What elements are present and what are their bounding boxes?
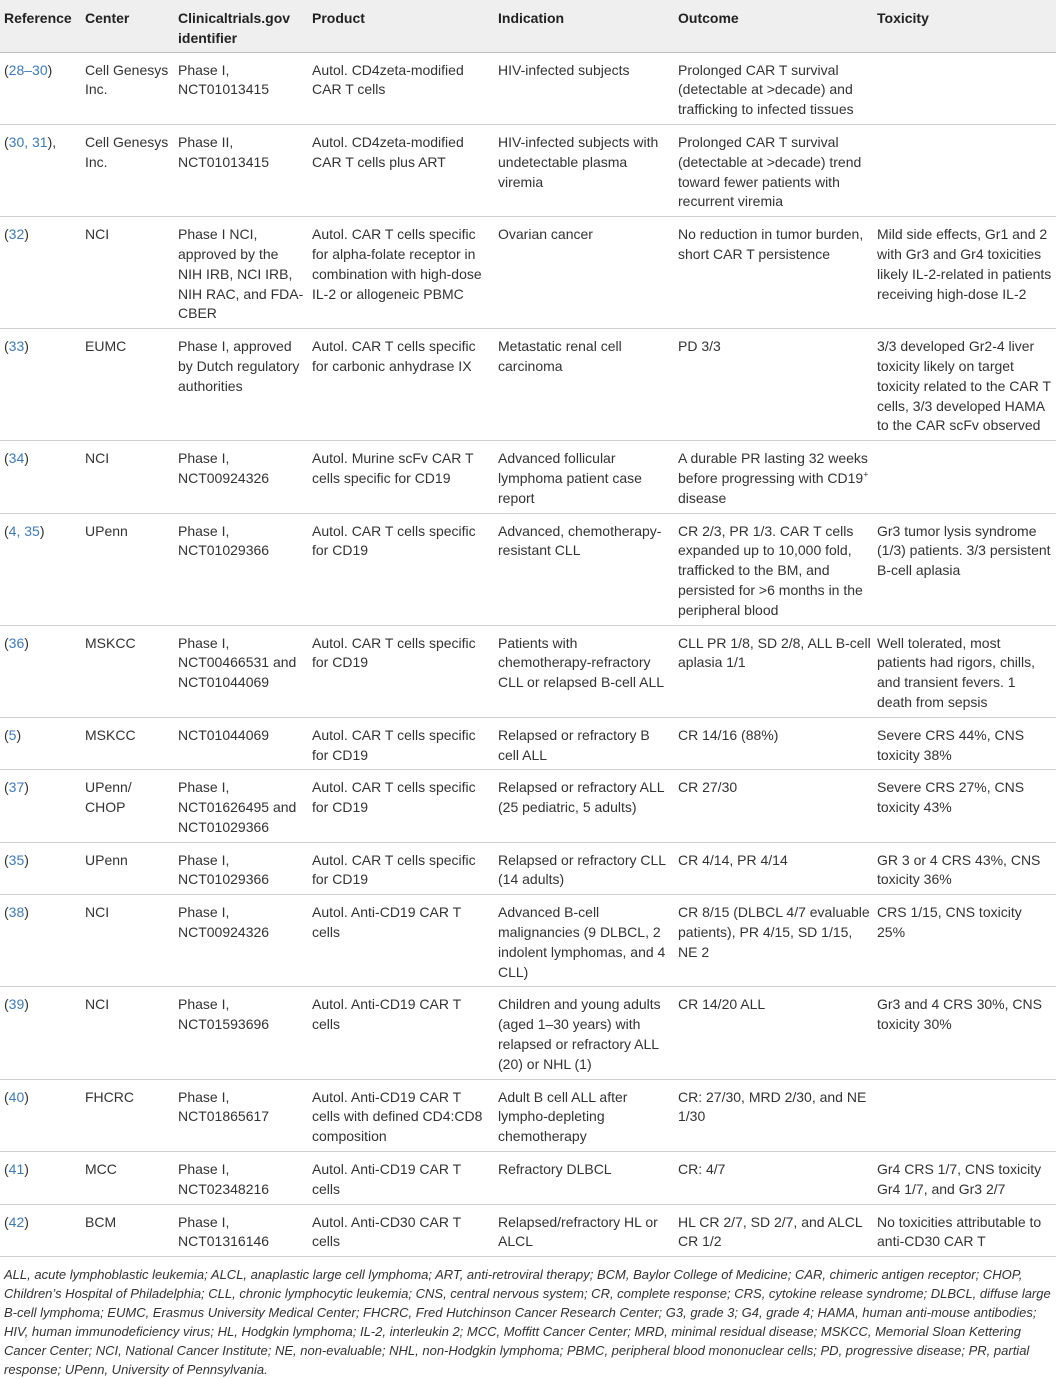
cell-reference [0,441,82,513]
header-indication: Indication [495,0,675,52]
reference-close-paren: ) [47,61,53,78]
cell-indication: Adult B cell ALL after lympho-depleting chemotherapy [495,1079,675,1151]
reference-close-paren: ) [24,1161,29,1178]
reference-link[interactable]: 34 [8,450,25,467]
reference-open-paren: ( [4,450,9,467]
cell-product: Autol. Anti-CD19 CAR T cells [309,987,495,1079]
reference-open-paren: ( [4,522,9,539]
cell-identifier: Phase I, NCT00924326 [175,895,309,987]
reference-link[interactable]: 39 [8,996,25,1013]
table-row [0,513,1056,625]
cell-toxicity [874,52,1056,124]
cell-indication: Patients with chemotherapy-refractory CLL or relapsed B-cell ALL [495,625,675,717]
cell-center: NCI [82,441,175,513]
outcome-text: A durable PR lasting 32 weeks before progressing with CD19 [678,450,868,486]
reference-link[interactable]: 41 [8,1161,25,1178]
cell-identifier: Phase I, NCT02348216 [175,1152,309,1205]
cell-identifier: Phase I, NCT01593696 [175,987,309,1079]
cell-reference [0,329,82,441]
header-identifier: Clinicaltrials.gov identifier [175,0,309,52]
cell-reference [0,770,82,842]
cell-outcome: Prolonged CAR T survival (detectable at >decade) trend toward fewer patients with recurrent viremia [675,124,874,216]
cell-toxicity: Gr3 tumor lysis syndrome (1/3) patients. 3/3 persistent B-cell aplasia [874,513,1056,625]
reference-link[interactable]: 28–30 [8,61,48,78]
table-row [0,842,1056,895]
table-body [0,52,1056,1257]
cell-identifier: Phase I, NCT01316146 [175,1204,309,1257]
reference-open-paren: ( [4,1161,9,1178]
reference-close-paren: ) [24,904,29,921]
cell-product: Autol. Murine scFv CAR T cells specific for CD19 [309,441,495,513]
cell-toxicity: Gr3 and 4 CRS 30%, CNS toxicity 30% [874,987,1056,1079]
cell-center: FHCRC [82,1079,175,1151]
cell-reference [0,1079,82,1151]
table-row [0,987,1056,1079]
cell-indication: Advanced follicular lymphoma patient case report [495,441,675,513]
cell-identifier: Phase II, NCT01013415 [175,124,309,216]
cell-identifier: Phase I, NCT00466531 and NCT01044069 [175,625,309,717]
cell-toxicity [874,441,1056,513]
table-row [0,52,1056,124]
table-row [0,124,1056,216]
cell-product: Autol. CAR T cells specific for CD19 [309,513,495,625]
cell-center: UPenn/ CHOP [82,770,175,842]
cell-toxicity: Severe CRS 44%, CNS toxicity 38% [874,717,1056,770]
cell-product: Autol. CAR T cells specific for alpha-folate receptor in combination with high-dose IL-2 or allogeneic PBMC [309,217,495,329]
reference-close-paren: ) [16,726,22,743]
cell-reference [0,717,82,770]
cell-toxicity: Well tolerated, most patients had rigors, chills, and transient fevers. 1 death from sepsis [874,625,1056,717]
cell-indication: Refractory DLBCL [495,1152,675,1205]
cell-indication: Children and young adults (aged 1–30 years) with relapsed or refractory ALL (20) or NHL (1) [495,987,675,1079]
reference-close-paren: ), [47,133,57,150]
reference-link[interactable]: 35 [8,851,25,868]
cell-indication: HIV-infected subjects [495,52,675,124]
cell-center: EUMC [82,329,175,441]
cell-outcome: CLL PR 1/8, SD 2/8, ALL B-cell aplasia 1/1 [675,625,874,717]
reference-close-paren: ) [24,851,29,868]
cell-toxicity: GR 3 or 4 CRS 43%, CNS toxicity 36% [874,842,1056,895]
cell-toxicity: No toxicities attributable to anti-CD30 CAR T [874,1204,1056,1257]
reference-link[interactable]: 4, 35 [8,522,40,539]
cell-center: UPenn [82,842,175,895]
cell-center: MCC [82,1152,175,1205]
cell-identifier: NCT01044069 [175,717,309,770]
reference-open-paren: ( [4,779,9,796]
reference-open-paren: ( [4,133,9,150]
reference-open-paren: ( [4,338,9,355]
reference-close-paren: ) [24,634,29,651]
cell-identifier: Phase I, approved by Dutch regulatory authorities [175,329,309,441]
cell-center: NCI [82,217,175,329]
reference-link[interactable]: 33 [8,338,25,355]
cell-toxicity [874,124,1056,216]
reference-link[interactable]: 38 [8,904,25,921]
cell-identifier: Phase I, NCT01865617 [175,1079,309,1151]
cell-outcome: CR: 27/30, MRD 2/30, and NE 1/30 [675,1079,874,1151]
cell-identifier: Phase I, NCT00924326 [175,441,309,513]
reference-open-paren: ( [4,851,9,868]
cell-product: Autol. CAR T cells specific for CD19 [309,717,495,770]
reference-open-paren: ( [4,1088,9,1105]
table-row [0,1204,1056,1257]
reference-close-paren: ) [24,226,29,243]
cell-outcome: CR 27/30 [675,770,874,842]
cell-center: NCI [82,895,175,987]
header-row [0,0,1056,52]
cell-product: Autol. Anti-CD30 CAR T cells [309,1204,495,1257]
reference-close-paren: ) [24,996,29,1013]
cell-toxicity: Gr4 CRS 1/7, CNS toxicity Gr4 1/7, and Gr3 2/7 [874,1152,1056,1205]
table-header [0,0,1056,52]
table-footnote: ALL, acute lymphoblastic leukemia; ALCL, anaplastic large cell lymphoma; ART, anti-retroviral therapy; BCM, Baylor College of Medicine; CAR, chimeric antigen receptor; CHOP, Children’s Hospital of Philadelphia; CLL, chronic lymphocytic leukemia; CNS, central nervous system; CR, complete response; CRS, cytokine release syndrome; DLBCL, diffuse large B-cell lymphoma; EUMC, Erasmus University Medical Center; FHCRC, Fred Hutchinson Cancer Research Center; G3, grade 3; G4, grade 4; HAMA, human anti-mouse antibodies; HIV, human immunodeficiency virus; HL, Hodgkin lymphoma; IL-2, interleukin 2; MCC, Moffitt Cancer Center; MRD, minimal residual disease; MSKCC, Memorial Sloan Kettering Cancer Center; NCI, National Cancer Institute; NE, non-evaluable; NHL, non-Hodgkin lymphoma; PBMC, peripheral blood mononuclear cells; PD, progressive disease; PR, partial response; UPenn, University of Pennsylvania. [4,1267,1051,1378]
cell-indication: Relapsed or refractory B cell ALL [495,717,675,770]
cell-reference [0,1204,82,1257]
cell-reference [0,625,82,717]
reference-close-paren: ) [24,450,29,467]
cell-outcome: CR 14/20 ALL [675,987,874,1079]
cell-identifier: Phase I, NCT01029366 [175,842,309,895]
reference-open-paren: ( [4,61,9,78]
cell-identifier: Phase I, NCT01626495 and NCT01029366 [175,770,309,842]
cell-indication: Relapsed or refractory ALL (25 pediatric, 5 adults) [495,770,675,842]
cell-product: Autol. CAR T cells specific for carbonic anhydrase IX [309,329,495,441]
header-product: Product [309,0,495,52]
cell-reference [0,124,82,216]
reference-link[interactable]: 32 [8,226,25,243]
cell-indication: Advanced B-cell malignancies (9 DLBCL, 2 indolent lymphomas, and 4 CLL) [495,895,675,987]
cell-outcome: Prolonged CAR T survival (detectable at >decade) and trafficking to infected tissues [675,52,874,124]
table-row [0,770,1056,842]
reference-open-paren: ( [4,904,9,921]
cell-center: UPenn [82,513,175,625]
reference-link[interactable]: 40 [8,1088,25,1105]
cell-product: Autol. CAR T cells specific for CD19 [309,842,495,895]
cell-reference [0,842,82,895]
cell-reference [0,52,82,124]
cell-outcome [675,441,874,513]
cell-reference [0,1152,82,1205]
cell-outcome: CR 14/16 (88%) [675,717,874,770]
reference-open-paren: ( [4,996,9,1013]
cell-center: Cell Genesys Inc. [82,52,175,124]
cell-toxicity: CRS 1/15, CNS toxicity 25% [874,895,1056,987]
cell-center: NCI [82,987,175,1079]
table-row [0,1079,1056,1151]
cell-center: BCM [82,1204,175,1257]
header-center: Center [82,0,175,52]
reference-link[interactable]: 42 [8,1213,25,1230]
cell-outcome: CR 8/15 (DLBCL 4/7 evaluable patients), PR 4/15, SD 1/15, NE 2 [675,895,874,987]
table-row [0,625,1056,717]
reference-open-paren: ( [4,1213,9,1230]
cell-center: Cell Genesys Inc. [82,124,175,216]
cell-outcome: CR: 4/7 [675,1152,874,1205]
cell-indication: Relapsed or refractory CLL (14 adults) [495,842,675,895]
reference-open-paren: ( [4,226,9,243]
cell-product: Autol. CAR T cells specific for CD19 [309,625,495,717]
cell-toxicity: Severe CRS 27%, CNS toxicity 43% [874,770,1056,842]
reference-open-paren: ( [4,726,9,743]
cell-product: Autol. CD4zeta-modified CAR T cells plus ART [309,124,495,216]
reference-link[interactable]: 5 [8,726,17,743]
cell-outcome: PD 3/3 [675,329,874,441]
cell-outcome: HL CR 2/7, SD 2/7, and ALCL CR 1/2 [675,1204,874,1257]
reference-close-paren: ) [24,1213,29,1230]
table-row [0,217,1056,329]
table-row [0,441,1056,513]
reference-close-paren: ) [24,779,29,796]
table-row [0,329,1056,441]
reference-close-paren: ) [39,522,45,539]
cell-identifier: Phase I, NCT01013415 [175,52,309,124]
outcome-superscript: + [863,469,869,480]
cell-outcome: No reduction in tumor burden, short CAR T persistence [675,217,874,329]
cell-product: Autol. CD4zeta-modified CAR T cells [309,52,495,124]
cell-outcome: CR 4/14, PR 4/14 [675,842,874,895]
header-outcome: Outcome [675,0,874,52]
cell-toxicity [874,1079,1056,1151]
cell-indication: Relapsed/refractory HL or ALCL [495,1204,675,1257]
reference-link[interactable]: 37 [8,779,25,796]
cell-reference [0,895,82,987]
cell-toxicity: 3/3 developed Gr2-4 liver toxicity likely on target toxicity related to the CAR T cells, 3/3 developed HAMA to the CAR scFv observed [874,329,1056,441]
cell-reference [0,513,82,625]
table-row [0,895,1056,987]
cell-indication: Ovarian cancer [495,217,675,329]
cell-indication: Advanced, chemotherapy-resistant CLL [495,513,675,625]
cell-reference [0,987,82,1079]
reference-link[interactable]: 30, 31 [8,133,48,150]
cell-indication: HIV-infected subjects with undetectable plasma viremia [495,124,675,216]
cell-product: Autol. Anti-CD19 CAR T cells [309,1152,495,1205]
cell-identifier: Phase I NCI, approved by the NIH IRB, NCI IRB, NIH RAC, and FDA-CBER [175,217,309,329]
cell-toxicity: Mild side effects, Gr1 and 2 with Gr3 and Gr4 toxicities likely IL-2-related in patients receiving high-dose IL-2 [874,217,1056,329]
cell-center: MSKCC [82,625,175,717]
cell-center: MSKCC [82,717,175,770]
cell-indication: Metastatic renal cell carcinoma [495,329,675,441]
cell-reference [0,217,82,329]
reference-close-paren: ) [24,1088,29,1105]
outcome-text-end: disease [678,489,727,506]
cell-product: Autol. Anti-CD19 CAR T cells with defined CD4:CD8 composition [309,1079,495,1151]
cell-identifier: Phase I, NCT01029366 [175,513,309,625]
table-row [0,1152,1056,1205]
cell-outcome: CR 2/3, PR 1/3. CAR T cells expanded up to 10,000 fold, trafficked to the BM, and persisted for >6 months in the peripheral blood [675,513,874,625]
reference-link[interactable]: 36 [8,634,25,651]
table-row [0,717,1056,770]
reference-open-paren: ( [4,634,9,651]
cell-product: Autol. Anti-CD19 CAR T cells [309,895,495,987]
header-reference: Reference [0,0,82,52]
reference-close-paren: ) [24,338,29,355]
header-toxicity: Toxicity [874,0,1056,52]
cell-product: Autol. CAR T cells specific for CD19 [309,770,495,842]
